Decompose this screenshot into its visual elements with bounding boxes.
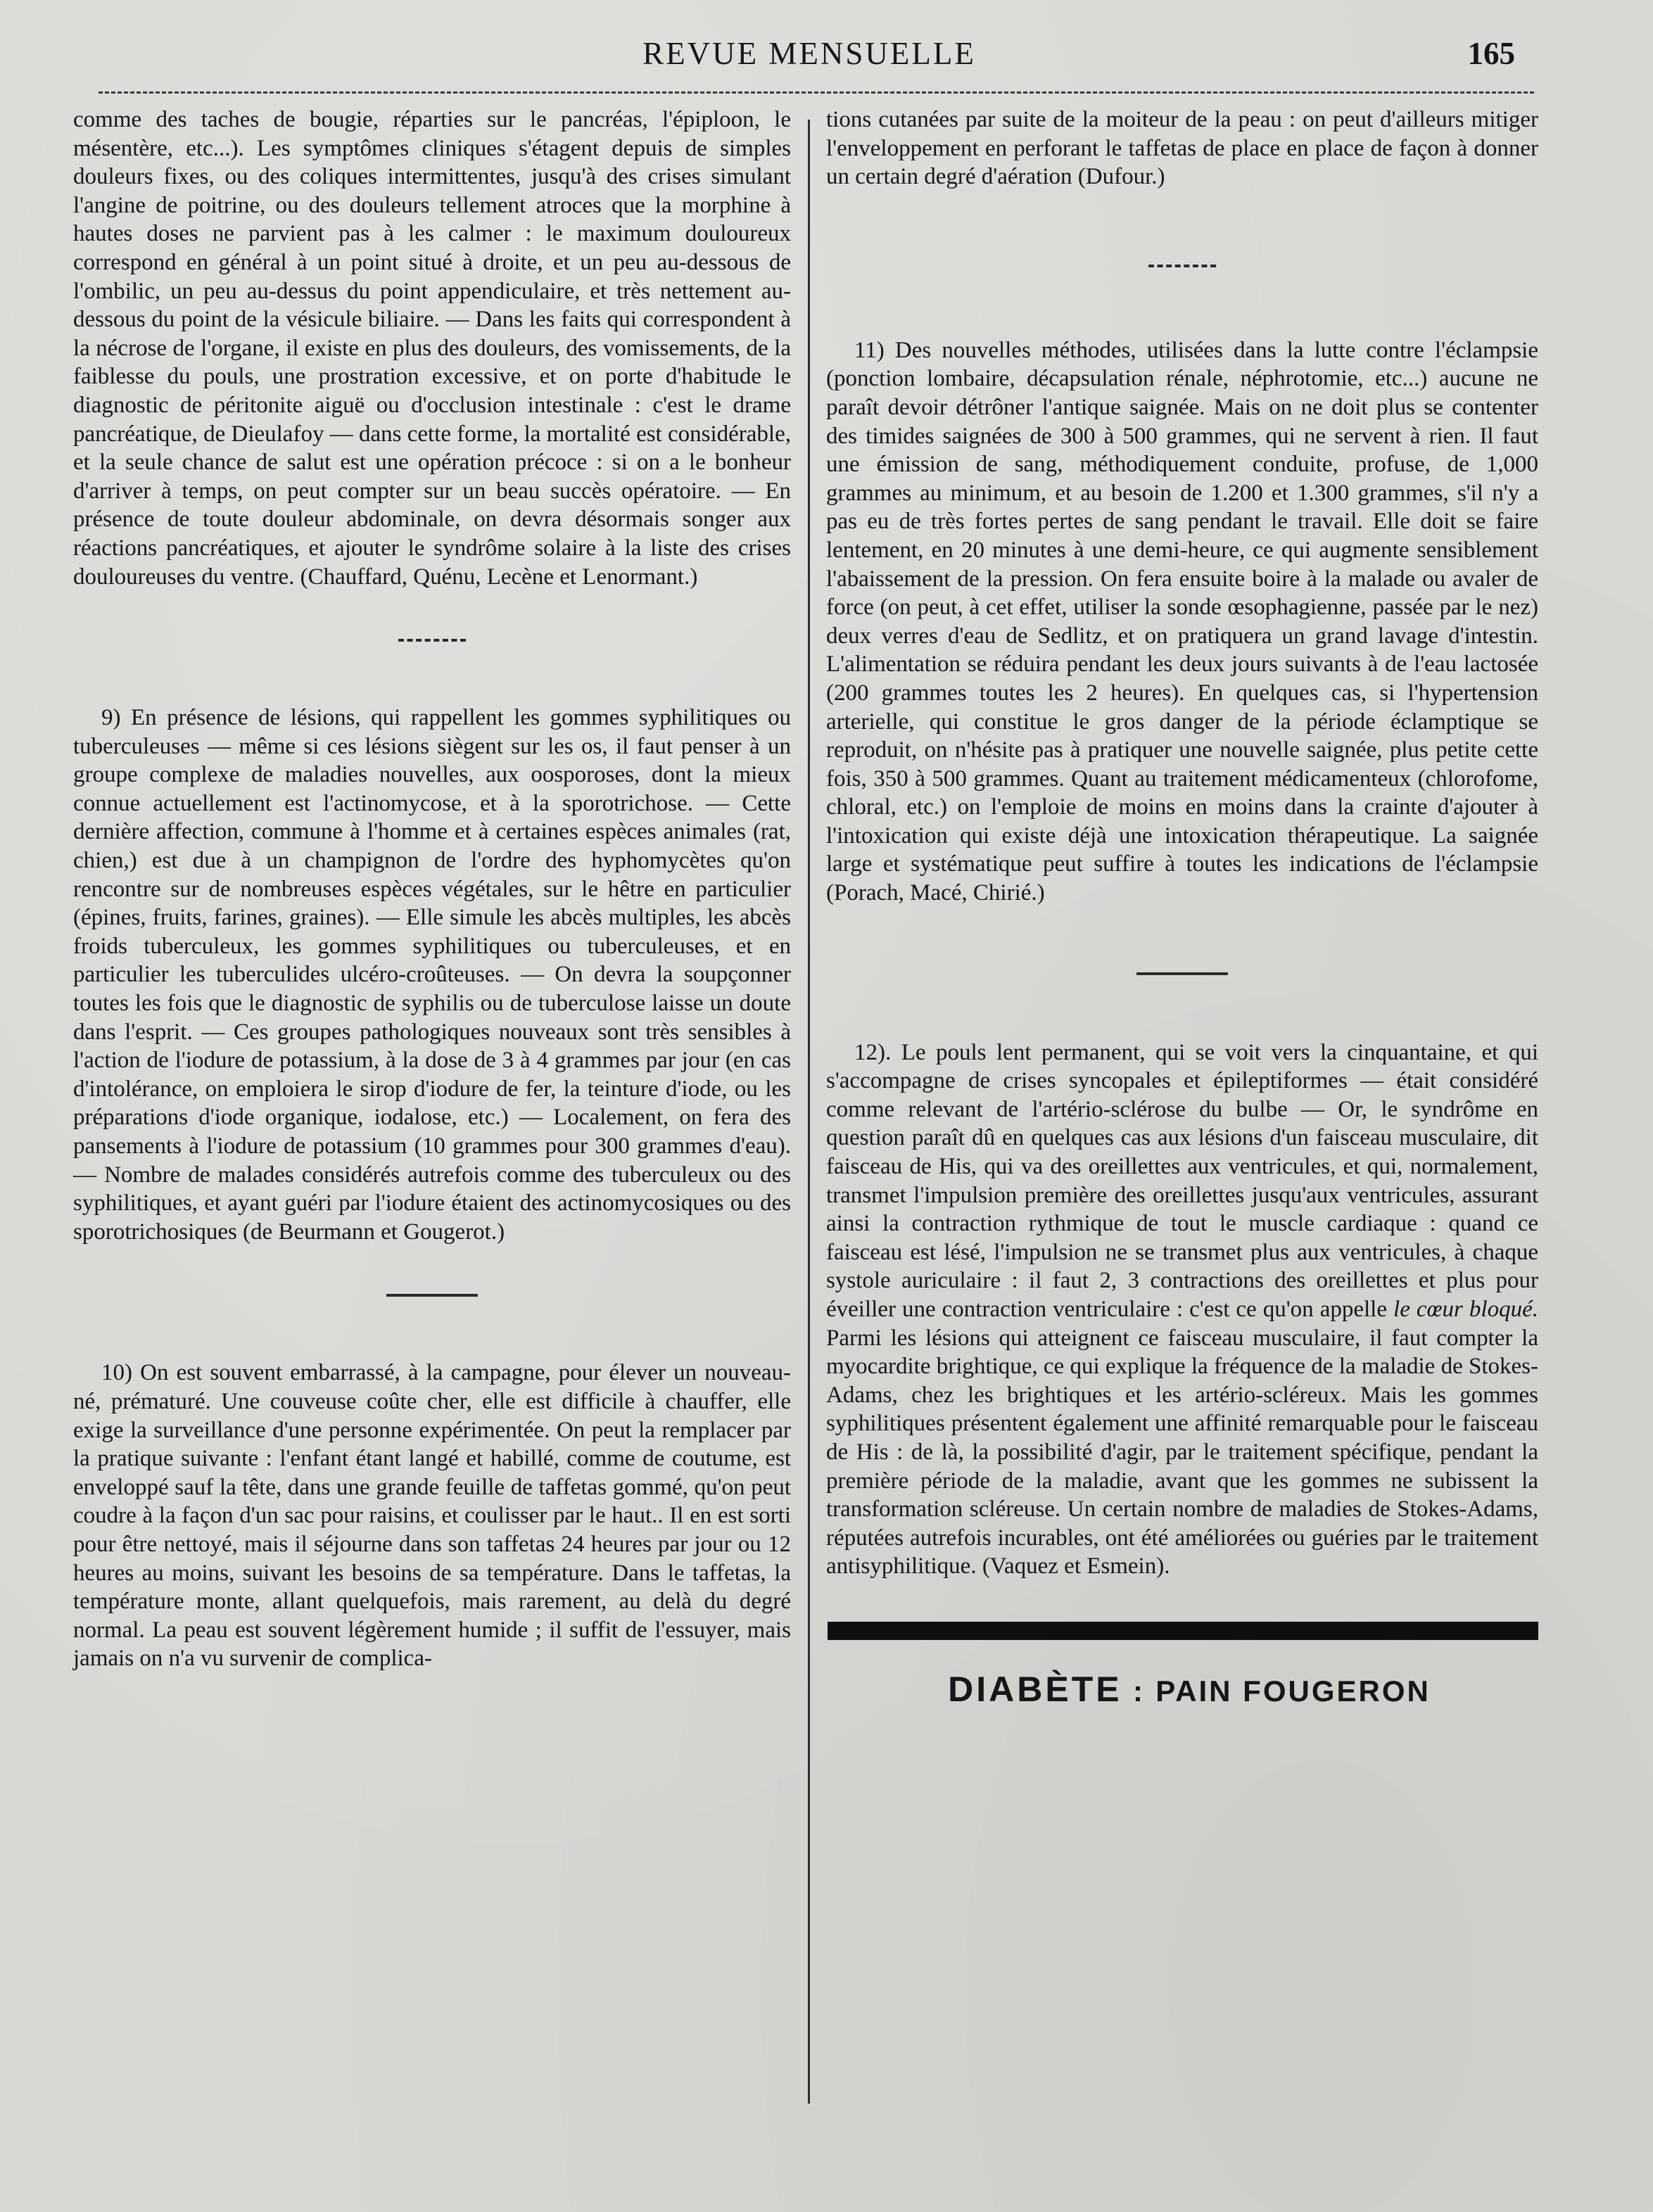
right-column [826,106,1538,1709]
section-separator [1136,972,1228,975]
left-column [73,106,791,1673]
advertisement-product: PAIN FOUGERON [1155,1674,1431,1708]
paragraph-11: 11) Des nouvelles méthodes, utilisées dans la lutte contre l'éclampsie (ponction lombaire, décapsulation rénale, néphrotomie, etc...) aucune ne paraît devoir détrôner l'antique saignée. Mais on ne doit plus se contenter des timides saignées de 300 à 500 grammes, qui ne servent à rien. Il faut une émission de sang, méthodiquement conduite, profuse, de 1,000 grammes au minimum, et au besoin de 1.200 et 1.300 grammes, s'il n'y a pas eu de très fortes pertes de sang pendant le travail. Elle doit se faire lentement, en 20 minutes à une demi-heure, ce qui augmente sensiblement l'abaissement de la pression. On fera ensuite boire à la malade ou avaler de force (on peut, à cet effet, utiliser la sonde œsophagienne, passée par le nez) deux verres d'eau de Sedlitz, et on pratiquera un grand lavage d'intestin. L'alimentation se réduira pendant les deux jours suivants à de l'eau lactosée (200 grammes toutes les 2 heures). En quelques cas, si l'hypertension arterielle, qui constitue le gros danger de la période éclamptique se reproduit, on n'hésite pas à pratiquer une nouvelle saignée, plus petite cette fois, 350 à 500 grammes. Quant au traitement médicamenteux (chlorofome, chloral, etc.) on l'emploie de moins en moins dans la crainte d'ajouter à l'intoxication qui existe déjà une intoxication thérapeutique. La saignée large et systématique peut suffire à toutes les indications de l'éclampsie (Porach, Macé, Chirié.) [826,337,1538,906]
paragraph-9: 9) En présence de lésions, qui rappellent les gommes syphilitiques ou tuberculeuses — même si ces lésions siègent sur les os, il faut penser à un groupe complexe de maladies nouvelles, aux oosporoses, dont la mieux connue actuellement est l'actinomycose, et à la sporotrichose. — Cette dernière affection, commune à l'homme et à certaines espèces animales (rat, chien,) est due à un champignon de l'ordre des hyphomycètes qu'on rencontre sur de nombreuses espèces végétales, sur le hêtre en particulier (épines, fruits, farines, graines). — Elle simule les abcès multiples, les abcès froids tuberculeux, les gommes syphilitiques ou tuberculeuses, et en particulier les tuberculides ulcéro-croûteuses. — On devra la soupçonner toutes les fois que le diagnostic de syphilis ou de tuberculose laisse un doute dans l'esprit. — Ces groupes pathologiques nouveaux sont très sensibles à l'action de l'iodure de potassium, à la dose de 3 à 4 grammes par jour (en cas d'intolérance, on emploiera le sirop d'iodure de fer, la teinture d'iode, ou les préparations d'iode organique, iodalose, etc.) — Localement, on fera des pansements à l'iodure de potassium (10 grammes pour 300 grammes d'eau). — Nombre de malades considérés autrefois comme des tuberculeux ou des syphilitiques, et ayant guéri par l'iodure étaient des actinomycosiques ou des sporotrichosiques (de Beurmann et Gougerot.) [73,705,791,1245]
running-head [0,35,1653,77]
section-separator [386,1294,478,1297]
paragraph-10-continued: tions cutanées par suite de la moiteur de la peau : on peut d'ailleurs mitiger l'enveloppement en perforant le taffetas de place en place de façon à donner un certain degré d'aération (Dufour.) [826,107,1538,190]
paragraph-12-text-b: Parmi les lésions qui atteignent ce faisceau musculaire, il faut compter la myocardite brightique, ce qui explique la fréquence de la maladie de Stokes-Adams, chez les brightiques et les artério-scléreux. Mais les gommes syphilitiques présentent également une affinité remarquable pour le faisceau de His : de là, la possibilité d'agir, par le traitement spécifique, pendant la première période de la maladie, avant que les gommes ne subissent la transformation scléreuse. Un certain nombre de maladies de Stokes-Adams, réputées autrefois incurables, ont été améliorées ou guéries par le traitement antisyphilitique. (Vaquez et Esmein). [826,1325,1538,1579]
page-number: 165 [1467,36,1515,71]
running-title: REVUE MENSUELLE [642,36,976,71]
header-rule [99,91,1534,94]
section-separator [398,639,466,642]
paragraph-12 [826,1038,1538,1581]
advertisement-brand: DIABÈTE [948,1669,1122,1709]
paragraph-12-text-a: 12). Le pouls lent permanent, qui se voit vers la cinquantaine, et qui s'accompagne de crises syncopales et épileptiformes — était considéré comme relevant de l'artério-sclérose du bulbe — Or, le syndrôme en question paraît dû en quelques cas aux lésions d'un faisceau musculaire, dit faisceau de His, qui va des oreillettes aux ventricules, et qui, normalement, transmet l'impulsion première des oreillettes jusqu'aux ventricules, assurant ainsi la contraction rythmique de tout le muscle cardiaque : quand ce faisceau est lésé, l'impulsion ne se transmet plus aux ventricules, à chaque systole auriculaire : il faut 2, 3 contractions des oreillettes et plus pour éveiller une contraction ventriculaire : c'est ce qu'on appelle [826,1039,1538,1322]
paragraph-12-emphasis: le cœur bloqué. [1393,1297,1538,1322]
section-separator [1148,265,1216,267]
column-divider [808,120,810,2104]
advertisement-rule [828,1622,1538,1640]
paragraph-10: 10) On est souvent embarrassé, à la campagne, pour élever un nouveau-né, prématuré. Une couveuse coûte cher, elle est difficile à chauffer, elle exige la surveillance d'une personne expérimentée. On peut la remplacer par la pratique suivante : l'enfant étant langé et habillé, comme de coutume, est enveloppé sauf la tête, dans une grande feuille de taffetas gommé, qu'on peut coudre à la façon d'un sac pour raisins, et coulisser par le haut.. Il en est sorti pour être nettoyé, mais il séjourne dans son taffetas 24 heures par jour ou 12 heures au moins, suivant les besoins de sa température. Dans le taffetas, la température monte, allant quelquefois, mais rarement, au delà du degré normal. La peau est souvent légèrement humide ; il suffit de l'essuyer, mais jamais on n'a vu survenir de complica- [73,1360,791,1672]
advertisement-separator: : [1132,1674,1145,1708]
paragraph-8-continued: comme des taches de bougie, réparties sur le pancréas, l'épiploon, le mésentère, etc...). Les symptômes cliniques s'étagent depuis de simples douleurs fixes, ou des coliques intermittentes, jusqu'à des crises simulant l'angine de poitrine, ou des douleurs tellement atroces que la morphine à hautes doses ne parvient pas à les calmer : le maximum douloureux correspond en général à un point situé à droite, et un peu au-dessous de l'ombilic, un peu au-dessus du point appendiculaire, et très nettement au-dessous du point de la vésicule biliaire. — Dans les faits qui correspondent à la nécrose de l'organe, il existe en plus des douleurs, des vomissements, de la faiblesse du pouls, une prostration excessive, et on porte d'habitude le diagnostic de péritonite aiguë ou d'occlusion intestinale : c'est le drame pancréatique, de Dieulafoy — dans cette forme, la mortalité est considérable, et la seule chance de salut est une opération précoce : si on a le bonheur d'arriver à temps, on peut compter sur un beau succès opératoire. — En présence de toute douleur abdominale, on devra désormais songer aux réactions pancréatiques, et ajouter le syndrôme solaire à la liste des crises douloureuses du ventre. (Chauffard, Quénu, Lecène et Lenormant.) [73,107,791,590]
advertisement [868,1669,1510,1709]
